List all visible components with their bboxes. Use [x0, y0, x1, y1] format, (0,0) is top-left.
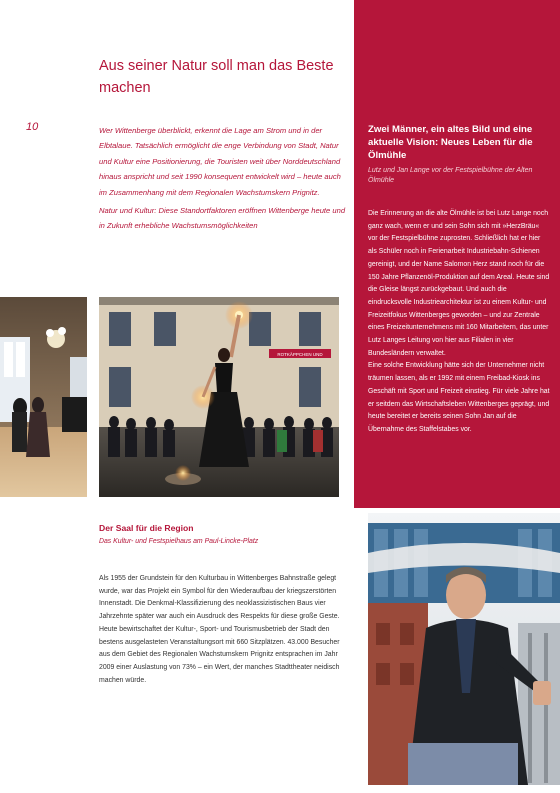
sign-text: ROTKÄPPCHEN UND [277, 352, 323, 357]
oelmuehle-subheading: Lutz und Jan Lange vor der Festspielbühne der Alten Ölmühle [368, 167, 533, 184]
saal-subheading: Das Kultur- und Festspielhaus am Paul-Lincke-Platz [99, 538, 259, 545]
page-number: 10 [26, 121, 39, 133]
page-headline: Aus seiner Natur soll man das Beste machen [99, 58, 334, 96]
oelmuehle-heading: Zwei Männer, ein altes Bild und eine aktuelle Vision: Neues Leben für die Ölmühle [368, 124, 533, 161]
ballroom-dancers-photo [0, 297, 87, 497]
intro-paragraph: Natur und Kultur: Diese Standortfaktoren eröffnen Wittenberge heute und in Zukunft erhebliche Wachstumsmöglichkeiten [99, 206, 346, 231]
intro-text [99, 123, 346, 237]
oelmuehle-paragraph: Eine solche Entwicklung hätte sich der Unternehmer nicht träumen lassen, als er 1992 mit einem Freibad-Kiosk ins Geschäft mit Sport und Freizeit einstieg. Für viele Jahre hat er seitdem das Wirtschaftsleben Wittenberges geprägt, und heute bereitet er bereits seinen Sohn Jan auf die Übernahme des Staffelstabes vor. [368, 362, 550, 433]
saal-body: Als 1955 der Grundstein für den Kulturbau in Wittenberges Bahnstraße gelegt wurde, war das Projekt ein Symbol für den Wiederaufbau der kriegszerstörten Innenstadt. Die Denkmal-Klassifizierung des neoklassizistischen Baus vier Jahrzehnte später war auch ein Ausdruck des Respekts für diese große Geste. Heute bewirtschaftet der Kultur-, Sport- und Tourismusbetrieb der Stadt den bestens ausgelasteten Veranstaltungsort mit 660 Sitzplätzen. 43.000 Besucher aus dem Gebiet des Regionalen Wachstumskern Prignitz entsprachen im Jahr 2009 einer Auslastung von 73% – ein Wert, der manches Stadttheater neidisch machen würde. [99, 575, 340, 684]
intro-paragraph: Wer Wittenberge überblickt, erkennt die Lage am Strom und in der Elbtalaue. Tatsächlich ermöglicht die enge Verbindung von Stadt, Natur und Kultur eine Positionierung, die Touristen weit über Norddeutschland hinaus anspricht und seit 1990 konsequent entwickelt wird – heute auch im Zusammenhang mit dem Regionalen Wachstumskern Prignitz. [99, 126, 341, 197]
oelmuehle-body [368, 208, 550, 437]
saal-heading: Der Saal für die Region [99, 523, 194, 533]
lutz-lange-portrait-photo [368, 513, 560, 785]
fire-dancer-photo [99, 297, 339, 497]
oelmuehle-paragraph: Die Erinnerung an die alte Ölmühle ist bei Lutz Lange noch ganz wach, wenn er und sein Sohn sich mit »HerzBräu« vor der Festspielbühne zuprosten. Schließlich hat er hier als Schüler noch in Ferienarbeit Industriebahn-Schienen gereinigt, und der Name Salomon Herz stand noch für die 150 Jahre Pflanzenöl-Produktion auf dem Areal. Heute sind die Gleise längst zurückgebaut. Und auch die eindrucksvolle Industriearchitektur ist zu einem Kultur- und Freizeitfokus Wittenberges geworden – und zur Zentrale eines Freizeitunternehmens mit 160 Mitarbeitern, das unter Lutz Langes Leitung von hier aus Filialen in vier Bundesländern verwaltet. [368, 210, 550, 357]
